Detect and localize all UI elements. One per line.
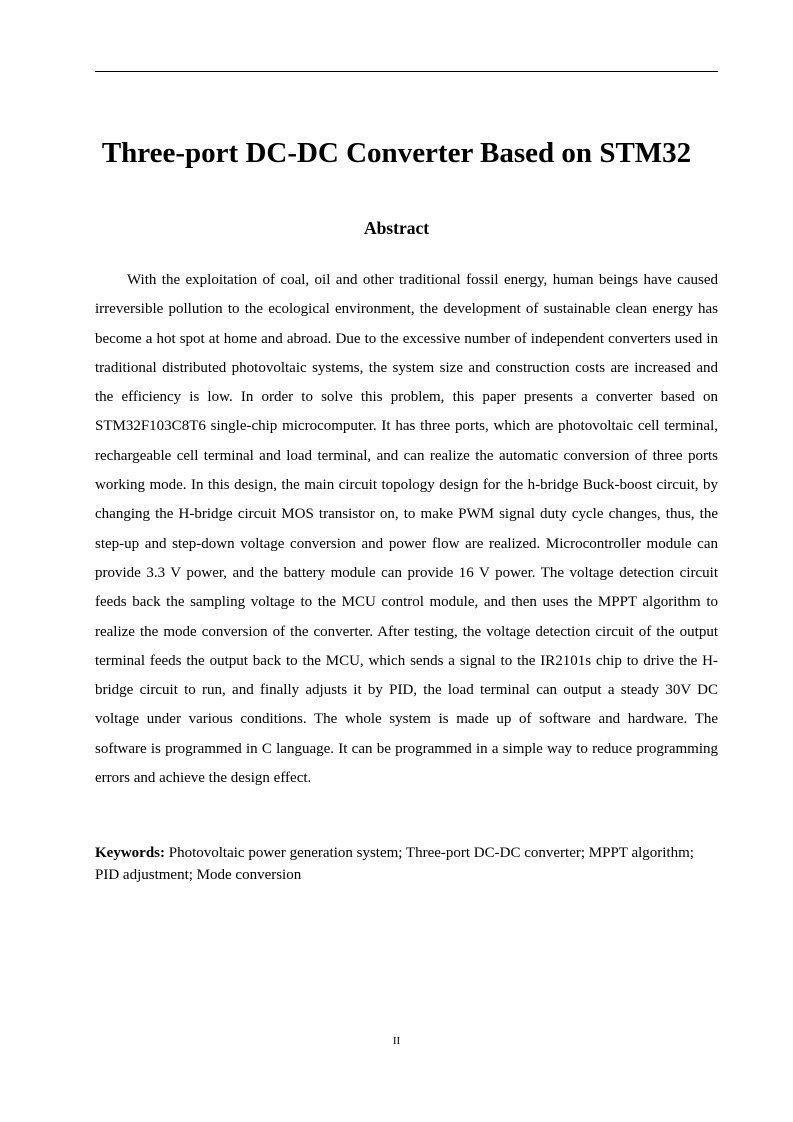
page-title: Three-port DC-DC Converter Based on STM32 — [101, 137, 692, 169]
header-rule — [95, 71, 718, 72]
abstract-body: With the exploitation of coal, oil and other traditional fossil energy, human beings have caused irreversible pollution to the ecological environment, the development of sustainable clean energy has become a hot spot at home and abroad. Due to the excessive number of independent converters used in traditional distributed photovoltaic systems, the system size and construction costs are increased and the efficiency is low. In order to solve this problem, this paper presents a converter based on STM32F103C8T6 single-chip microcomputer. It has three ports, which are photovoltaic cell terminal, rechargeable cell terminal and load terminal, and can realize the automatic conversion of three ports working mode. In this design, the main circuit topology design for the h-bridge Buck-boost circuit, by changing the H-bridge circuit MOS transistor on, to make PWM signal duty cycle changes, thus, the step-up and step-down voltage conversion and power flow are realized. Microcontroller module can provide 3.3 V power, and the battery module can provide 16 V power. The voltage detection circuit feeds back the sampling voltage to the MCU control module, and then uses the MPPT algorithm to realize the mode conversion of the converter. After testing, the voltage detection circuit of the output terminal feeds the output back to the MCU, which sends a signal to the IR2101s chip to drive the H-bridge circuit to run, and finally adjusts it by PID, the load terminal can output a steady 30V DC voltage under various conditions. The whole system is made up of software and hardware. The software is programmed in C language. It can be programmed in a simple way to reduce programming errors and achieve the design effect. — [95, 272, 718, 787]
keywords-label: Keywords: — [95, 845, 165, 861]
keywords-text: Photovoltaic power generation system; Three-port DC-DC converter; MPPT algorithm; PID adjustment; Mode conversion — [95, 845, 694, 883]
keywords-paragraph — [95, 842, 718, 886]
page-number: II — [392, 1035, 401, 1047]
abstract-heading: Abstract — [363, 218, 430, 238]
